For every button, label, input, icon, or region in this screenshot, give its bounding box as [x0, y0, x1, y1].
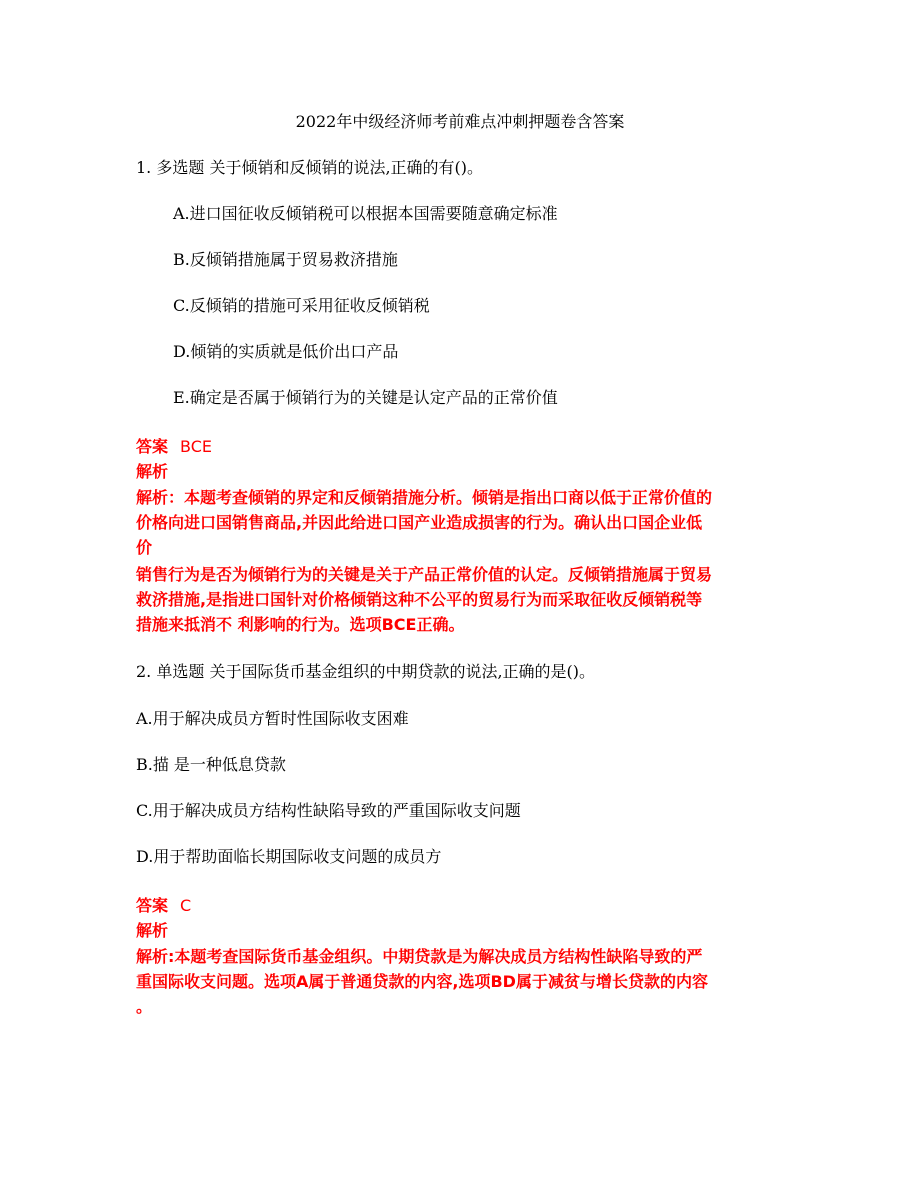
question-2-option-a: A.用于解决成员方暂时性国际收支困难 [136, 709, 409, 728]
question-2-analysis-line: 重国际收支问题。选项A属于普通贷款的内容,选项BD属于减贫与增长贷款的内容 [136, 972, 708, 991]
question-1-analysis-line: 救济措施,是指进口国针对价格倾销这种不公平的贸易行为而采取征收反倾销税等 [136, 590, 703, 609]
question-2-option-c: C.用于解决成员方结构性缺陷导致的严重国际收支问题 [136, 801, 521, 820]
question-2-answer [136, 895, 191, 917]
question-2-analysis-heading: 解析 [136, 921, 169, 940]
question-2-option-d: D.用于帮助面临长期国际收支问题的成员方 [136, 847, 442, 866]
question-2-option-b: B.描 是一种低息贷款 [136, 755, 286, 774]
question-1-analysis-heading: 解析 [136, 462, 169, 481]
question-2-analysis-line: 。 [136, 997, 153, 1016]
question-1-answer [136, 436, 212, 458]
question-1-analysis-line: 措施来抵消不 利影响的行为。选项BCE正确。 [136, 615, 465, 634]
question-1-option-d: D.倾销的实质就是低价出口产品 [173, 342, 399, 361]
question-1-stem: 1. 多选题 关于倾销和反倾销的说法,正确的有()。 [136, 158, 484, 177]
question-1-option-a: A.进口国征收反倾销税可以根据本国需要随意确定标准 [173, 204, 558, 223]
question-2-analysis-line: 解析:本题考查国际货币基金组织。中期贷款是为解决成员方结构性缺陷导致的严 [136, 947, 703, 966]
question-1-option-b: B.反倾销措施属于贸易救济措施 [173, 250, 398, 269]
document-title: 2022年中级经济师考前难点冲刺押题卷含答案 [295, 112, 625, 131]
answer-value: C [180, 896, 192, 915]
answer-value: BCE [180, 437, 212, 456]
question-1-option-e: E.确定是否属于倾销行为的关键是认定产品的正常价值 [173, 388, 558, 407]
question-2-stem: 2. 单选题 关于国际货币基金组织的中期贷款的说法,正确的是()。 [136, 662, 596, 681]
question-1-analysis-line: 价 [136, 538, 153, 557]
question-1-analysis-line: 解析：本题考查倾销的界定和反倾销措施分析。倾销是指出口商以低于正常价值的 [136, 488, 713, 507]
question-1-analysis-line: 销售行为是否为倾销行为的关键是关于产品正常价值的认定。反倾销措施属于贸易 [136, 565, 713, 584]
question-1-option-c: C.反倾销的措施可采用征收反倾销税 [173, 296, 430, 315]
answer-label: 答案 [136, 437, 169, 456]
question-1-analysis-line: 价格向进口国销售商品,并因此给进口国产业造成损害的行为。确认出口国企业低 [136, 513, 703, 532]
answer-label: 答案 [136, 896, 169, 915]
